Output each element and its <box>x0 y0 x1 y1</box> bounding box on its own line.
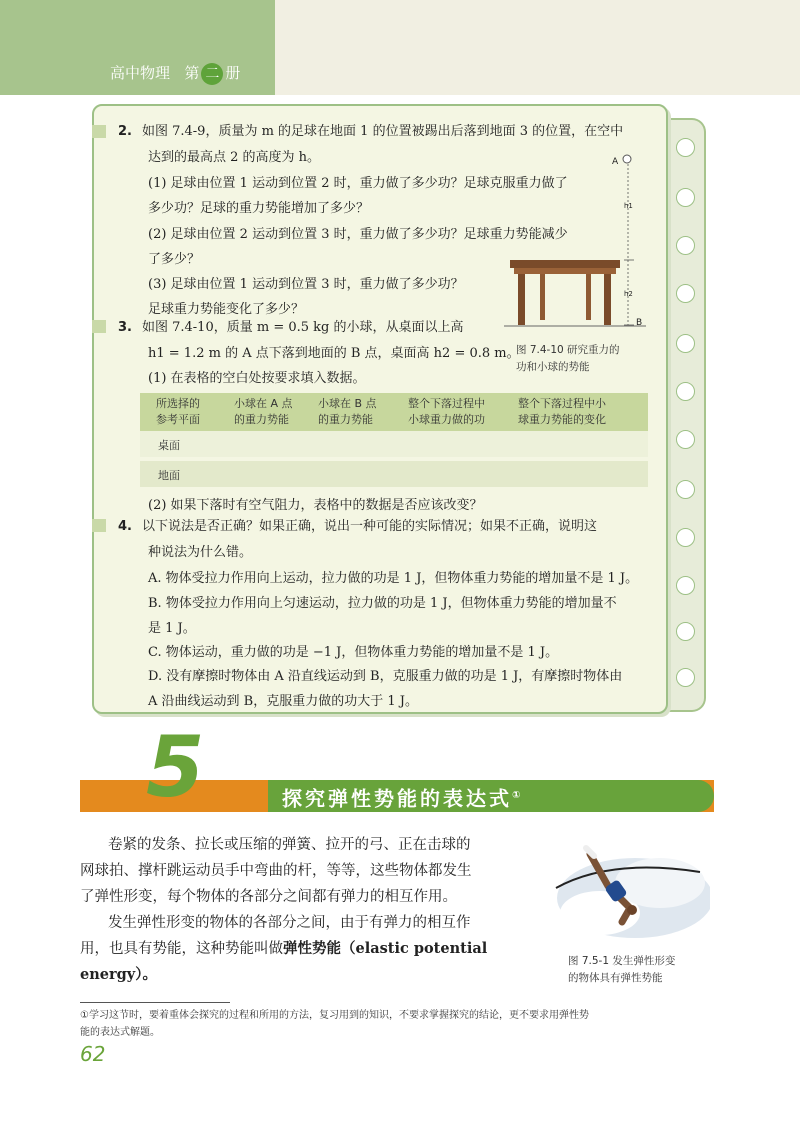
binder-ring-icon <box>676 622 695 641</box>
column-header: 的重力势能 <box>234 413 289 426</box>
question-text: 如图 7.4-9，质量为 m 的足球在地面 1 的位置被踢出后落到地面 3 的位置，在空中 <box>141 124 624 139</box>
question-text: h1 = 1.2 m 的 A 点下落到地面的 B 点，桌面高 h2 = 0.8 m。 <box>148 346 520 361</box>
paragraph-2 <box>80 910 520 988</box>
question-number: 4. <box>118 519 132 534</box>
key-term-english: （elastic potential <box>341 940 488 957</box>
question-text: (2) 如果下落时有空气阻力，表格中的数据是否应该改变？ <box>148 498 483 513</box>
ball-icon <box>623 155 631 163</box>
key-term-english: energy）。 <box>80 966 157 983</box>
option-a: A. 物体受拉力作用向上运动，拉力做的功是 1 J，但物体重力势能的增加量不是 1 J。 <box>148 571 639 586</box>
section-title <box>282 781 520 814</box>
binder-ring-icon <box>676 284 695 303</box>
label-a: A <box>612 157 619 167</box>
volume-suffix: 册 <box>225 64 241 82</box>
page-number: 62 <box>80 1042 106 1066</box>
caption-line: 的物体具有弹性势能 <box>568 972 663 984</box>
table-ball-figure <box>500 150 650 340</box>
running-header <box>110 62 240 85</box>
question-text: (1) 在表格的空白处按要求填入数据。 <box>148 371 366 386</box>
question-text: (1) 足球由位置 1 运动到位置 2 时，重力做了多少功？足球克服重力做了 <box>148 176 568 191</box>
binder-ring-icon <box>676 430 695 449</box>
column-header: 的重力势能 <box>318 413 373 426</box>
photo-caption <box>568 953 718 987</box>
column-header: 小球在 B 点 <box>318 397 377 410</box>
binder-ring-icon <box>676 334 695 353</box>
table-top <box>510 260 620 268</box>
row-label: 桌面 <box>158 439 180 452</box>
footnote-mark: ① <box>512 790 521 801</box>
question-text: (3) 足球由位置 1 运动到位置 3 时，重力做了多少功？ <box>148 277 464 292</box>
footnote-rule <box>80 1002 230 1003</box>
column-header: 整个下落过程中 <box>408 397 485 410</box>
question-number: 3. <box>118 320 132 335</box>
table-row <box>140 461 648 487</box>
paragraph-line: 网球拍、撑杆跳运动员手中弯曲的杆，等等，这些物体都发生 <box>80 863 472 879</box>
question-number: 2. <box>118 124 132 139</box>
binder-ring-icon <box>676 236 695 255</box>
question-text: 了多少？ <box>148 252 201 267</box>
footnote-line: 能的表达式解题。 <box>80 1027 160 1038</box>
binder-ring-icon <box>676 668 695 687</box>
question-text: 以下说法是否正确？如果正确，说出一种可能的实际情况；如果不正确，说明这 <box>141 519 597 534</box>
question-text: 如图 7.4-10，质量 m = 0.5 kg 的小球，从桌面以上高 <box>141 320 464 335</box>
option-d: A 沿曲线运动到 B，克服重力做的功大于 1 J。 <box>148 694 418 709</box>
figure-caption <box>516 342 656 376</box>
label-b: B <box>636 318 643 328</box>
column-header: 小球重力做的功 <box>408 413 485 426</box>
volume-prefix: 第 <box>184 64 200 82</box>
column-header: 小球在 A 点 <box>234 397 293 410</box>
column-header: 整个下落过程中小 <box>518 397 606 410</box>
label-h2: h2 <box>624 290 633 298</box>
question-text: (2) 足球由位置 2 运动到位置 3 时，重力做了多少功？足球重力势能减少 <box>148 227 568 242</box>
column-header: 所选择的 <box>156 397 200 410</box>
binder-ring-icon <box>676 138 695 157</box>
key-term: 弹性势能 <box>283 940 341 957</box>
caption-line: 功和小球的势能 <box>516 361 590 373</box>
question-marker <box>92 320 106 333</box>
pole-vault-photo <box>550 838 710 948</box>
row-label: 地面 <box>158 469 180 482</box>
energy-table <box>140 393 648 487</box>
paragraph-1 <box>80 832 510 910</box>
footnote <box>80 1007 720 1041</box>
paragraph-line: 了弹性形变，每个物体的各部分之间都有弹力的相互作用。 <box>80 889 457 905</box>
column-header: 球重力势能的变化 <box>518 413 606 426</box>
binder-ring-icon <box>676 576 695 595</box>
option-b: B. 物体受拉力作用向上匀速运动，拉力做的功是 1 J，但物体重力势能的增加量不 <box>148 596 617 611</box>
caption-line: 图 7.5-1 发生弹性形变 <box>568 955 676 967</box>
series-title: 高中物理 <box>110 64 171 82</box>
table-row <box>140 431 648 457</box>
binder-ring-icon <box>676 480 695 499</box>
column-header: 参考平面 <box>156 413 200 426</box>
binder-ring-icon <box>676 528 695 547</box>
paragraph-line: 卷紧的发条、拉长或压缩的弹簧、拉开的弓、正在击球的 <box>108 837 471 853</box>
option-d: D. 没有摩擦时物体由 A 沿直线运动到 B，克服重力做的功是 1 J，有摩擦时物体由 <box>148 669 623 684</box>
label-h1: h1 <box>624 202 633 210</box>
section-number: 5 <box>146 718 205 816</box>
paragraph-line: 用，也具有势能，这种势能叫做 <box>80 941 283 957</box>
table-header <box>140 393 648 431</box>
volume-number-badge: 二 <box>201 63 223 85</box>
footnote-line: ①学习这节时，要着重体会探究的过程和所用的方法，复习用到的知识，不要求掌握探究的结论，更不要求用弹性势 <box>80 1010 589 1021</box>
paragraph-line: 发生弹性形变的物体的各部分之间，由于有弹力的相互作 <box>108 915 471 931</box>
question-text: 足球重力势能变化了多少？ <box>148 302 305 317</box>
question-text: 种说法为什么错。 <box>148 545 253 560</box>
question-marker <box>92 125 106 138</box>
binder-ring-icon <box>676 382 695 401</box>
question-text: 达到的最高点 2 的高度为 h。 <box>148 150 321 165</box>
question-text: 多少功？足球的重力势能增加了多少？ <box>148 201 370 216</box>
option-c: C. 物体运动，重力做的功是 −1 J，但物体重力势能的增加量不是 1 J。 <box>148 645 559 660</box>
caption-line: 图 7.4-10 研究重力的 <box>516 344 620 356</box>
binder-ring-icon <box>676 188 695 207</box>
question-marker <box>92 519 106 532</box>
section-title-text: 探究弹性势能的表达式 <box>282 786 512 811</box>
option-b: 是 1 J。 <box>148 621 196 636</box>
